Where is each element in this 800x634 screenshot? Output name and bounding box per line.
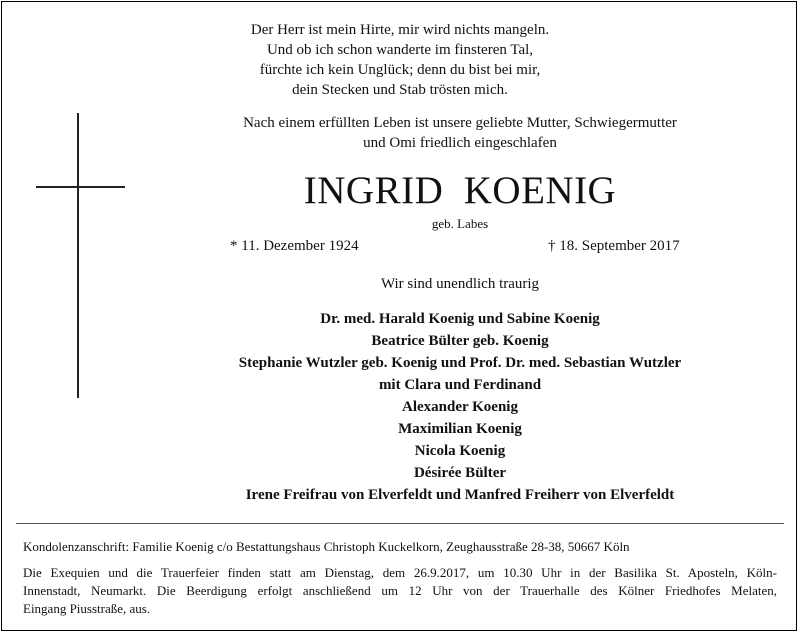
intro-line: Nach einem erfüllten Leben ist unsere geliebte Mutter, Schwiegermutter (243, 115, 677, 131)
service-info (23, 564, 777, 618)
mourner-entry: mit Clara und Ferdinand (378, 377, 542, 393)
mourner-entry: Stephanie Wutzler geb. Koenig und Prof. Dr. med. Sebastian Wutzler (238, 355, 682, 371)
birth-date: * 11. Dezember 1924 (230, 238, 359, 254)
intro-text (0, 113, 800, 153)
mourner-entry: Irene Freifrau von Elverfeldt und Manfred Freiherr von Elverfeldt (245, 487, 675, 503)
psalm-line: Der Herr ist mein Hirte, mir wird nichts mangeln. (250, 22, 550, 38)
grief-statement: Wir sind unendlich traurig (380, 276, 540, 292)
mourner-entry: Beatrice Bülter geb. Koenig (371, 333, 549, 349)
service-line: Innenstadt, Neumarkt. Die Beerdigung erfolgt anschließend um 12 Uhr von der Trauerhalle des Kölner Friedhofes Melaten, (23, 583, 777, 598)
psalm-line: dein Stecken und Stab trösten mich. (292, 82, 508, 98)
mourners-list (0, 308, 800, 506)
mourner-entry: Nicola Koenig (414, 443, 506, 459)
psalm-quote (0, 20, 800, 100)
psalm-line: Und ob ich schon wanderte im finsteren Tal, (266, 42, 534, 58)
psalm-line: fürchte ich kein Unglück; denn du bist bei mir, (259, 62, 541, 78)
condolence-address: Kondolenzanschrift: Familie Koenig c/o Bestattungshaus Christoph Kuckelkorn, Zeughausstraße 28-38, 50667 Köln (23, 539, 630, 554)
mourner-entry: Désirée Bülter (413, 465, 507, 481)
death-date: † 18. September 2017 (548, 238, 680, 254)
maiden-name: geb. Labes (431, 216, 489, 231)
deceased-name: INGRID KOENIG (303, 169, 617, 212)
mourner-entry: Alexander Koenig (402, 399, 518, 415)
mourner-entry: Dr. med. Harald Koenig und Sabine Koenig (320, 311, 600, 327)
service-line: Eingang Piusstraße, aus. (23, 601, 151, 616)
intro-line: und Omi friedlich eingeschlafen (363, 135, 557, 151)
service-line: Die Exequien und die Trauerfeier finden statt am Dienstag, dem 26.9.2017, um 10.30 Uhr in der Basilika St. Aposteln, Köln- (23, 565, 777, 580)
mourner-entry: Maximilian Koenig (398, 421, 522, 437)
divider (16, 523, 784, 524)
